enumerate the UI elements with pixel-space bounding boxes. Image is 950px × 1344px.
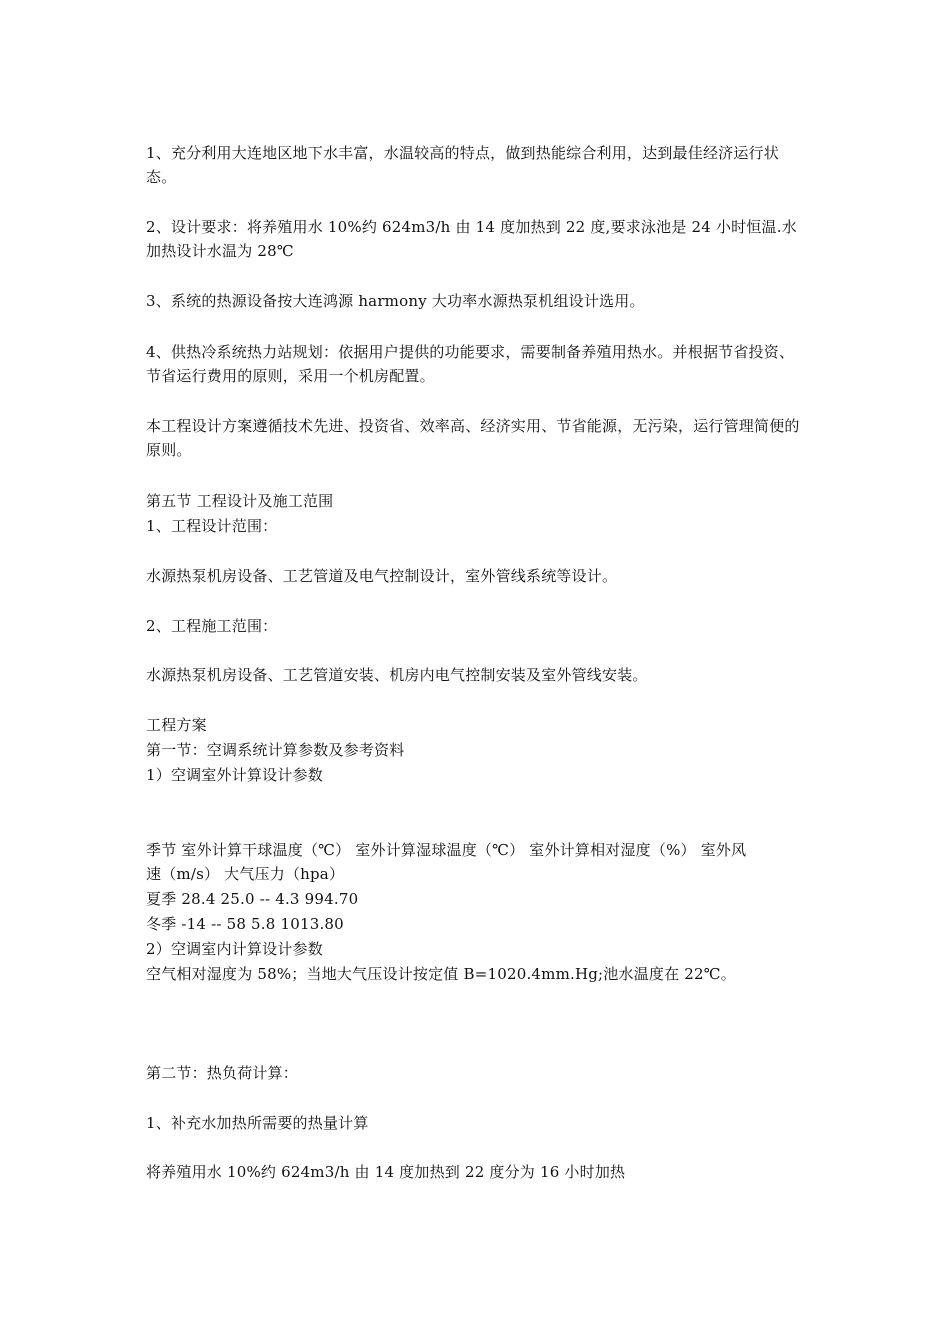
paragraph-4: 4、供热冷系统热力站规划：依据用户提供的功能要求，需要制备养殖用热水。并根据节省投资、节省运行费用的原则，采用一个机房配置。 bbox=[146, 343, 795, 385]
heat-calc-title: 1、补充水加热所需要的热量计算 bbox=[146, 1114, 369, 1132]
construction-scope-text: 水源热泵机房设备、工艺管道安装、机房内电气控制安装及室外管线安装。 bbox=[146, 666, 648, 684]
document-page bbox=[146, 0, 806, 1344]
section1-title: 第一节：空调系统计算参数及参考资料 bbox=[146, 741, 405, 759]
heat-calc-text: 将养殖用水 10%约 624m3/h 由 14 度加热到 22 度分为 16 小时加热 bbox=[146, 1163, 626, 1181]
outdoor-params-title: 1）空调室外计算设计参数 bbox=[146, 766, 323, 784]
section2-title: 第二节：热负荷计算： bbox=[146, 1064, 299, 1082]
params-table-header-cont: 速（m/s） 大气压力（hpa） bbox=[146, 865, 345, 883]
section5-title: 第五节 工程设计及施工范围 bbox=[146, 492, 334, 510]
winter-row: 冬季 -14 -- 58 5.8 1013.80 bbox=[146, 915, 344, 933]
construction-scope-label: 2、工程施工范围： bbox=[146, 617, 278, 635]
summer-row: 夏季 28.4 25.0 -- 4.3 994.70 bbox=[146, 890, 359, 908]
indoor-params-text: 空气相对湿度为 58%；当地大气压设计按定值 B=1020.4mm.Hg;池水温度在 22℃。 bbox=[146, 965, 736, 983]
design-scope-text: 水源热泵机房设备、工艺管道及电气控制设计，室外管线系统等设计。 bbox=[146, 567, 618, 585]
plan-title: 工程方案 bbox=[146, 716, 207, 734]
paragraph-3: 3、系统的热源设备按大连鸿源 harmony 大功率水源热泵机组设计选用。 bbox=[146, 292, 645, 310]
params-table-header: 季节 室外计算干球温度（℃） 室外计算湿球温度（℃） 室外计算相对湿度（%） 室外风 bbox=[146, 841, 747, 859]
paragraph-5: 本工程设计方案遵循技术先进、投资省、效率高、经济实用、节省能源，无污染，运行管理简便的原则。 bbox=[146, 417, 800, 459]
paragraph-2: 2、设计要求：将养殖用水 10%约 624m3/h 由 14 度加热到 22 度,要求泳池是 24 小时恒温.水加热设计水温为 28℃ bbox=[146, 218, 797, 260]
indoor-params-title: 2）空调室内计算设计参数 bbox=[146, 940, 323, 958]
paragraph-1: 1、充分利用大连地区地下水丰富，水温较高的特点，做到热能综合利用，达到最佳经济运行状态。 bbox=[146, 144, 779, 186]
design-scope-label: 1、工程设计范围： bbox=[146, 517, 278, 535]
